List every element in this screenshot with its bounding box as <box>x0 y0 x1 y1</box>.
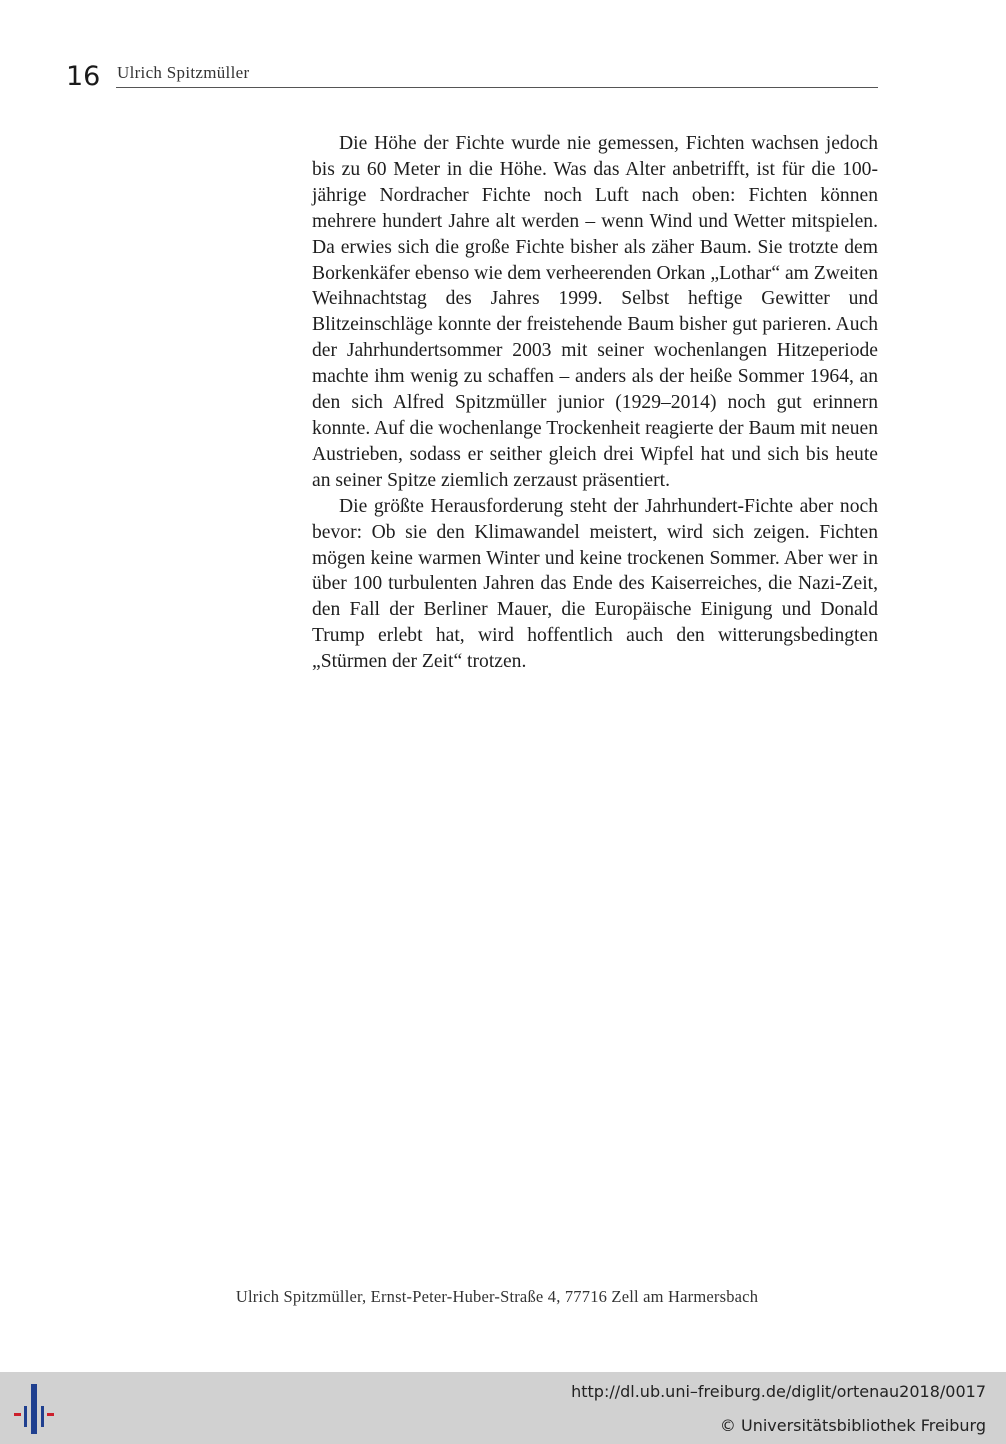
article-body <box>312 131 878 675</box>
author-address: Ulrich Spitzmüller, Ernst-Peter-Huber-Straße 4, 77716 Zell am Harmersbach <box>235 1287 759 1306</box>
copyright-notice: © Universitätsbibliothek Freiburg <box>719 1416 986 1435</box>
page-number: 16 <box>66 61 101 92</box>
footer-bar <box>0 1372 1006 1444</box>
paragraph-1: Die Höhe der Fichte wurde nie gemessen, Fichten wachsen jedoch bis zu 60 Meter in die Höhe. Was das Alter anbetrifft, ist für die 100-jährige Nordracher Fichte noch Luft nach oben: Fichten können mehrere hundert Jahre alt werden – wenn Wind und Wetter mitspielen. Da erwies sich die große Fichte bisher als zäher Baum. Sie trotzte dem Borkenkäfer ebenso wie dem verheerenden Orkan „Lothar“ am Zweiten Weihnachtstag des Jahres 1999. Selbst heftige Gewitter und Blitzeinschläge konnte der freistehende Baum bisher gut parieren. Auch der Jahrhundertsommer 2003 mit seiner wochenlangen Hitzeperiode machte ihm wenig zu schaffen – anders als der heiße Sommer 1964, an den sich Alfred Spitzmüller junior (1929–2014) noch gut erinnern konnte. Auf die wochenlange Trockenheit reagierte der Baum mit neuen Austrieben, sodass er seither gleich drei Wipfel hat und sich bis heute an seiner Spitze ziemlich zerzaust präsentiert. <box>312 133 878 491</box>
page-header <box>66 60 878 90</box>
permalink-url[interactable]: http://dl.ub.uni–freiburg.de/diglit/ortenau2018/0017 <box>571 1382 986 1401</box>
ub-freiburg-logo-icon <box>14 1384 62 1434</box>
paragraph-2: Die größte Herausforderung steht der Jahrhundert-Fichte aber noch bevor: Ob sie den Klimawandel meistert, wird sich zeigen. Fichten mögen keine warmen Winter und keine trockenen Sommer. Aber wer in über 100 turbulenten Jahren das Ende des Kaiserreiches, die Nazi-Zeit, den Fall der Berliner Mauer, die Europäische Einigung und Donald Trump erlebt hat, wird hoffentlich auch den witterungsbedingten „Stürmen der Zeit“ trotzen. <box>312 495 878 673</box>
header-rule <box>116 87 878 88</box>
running-head: Ulrich Spitzmüller <box>117 63 250 82</box>
